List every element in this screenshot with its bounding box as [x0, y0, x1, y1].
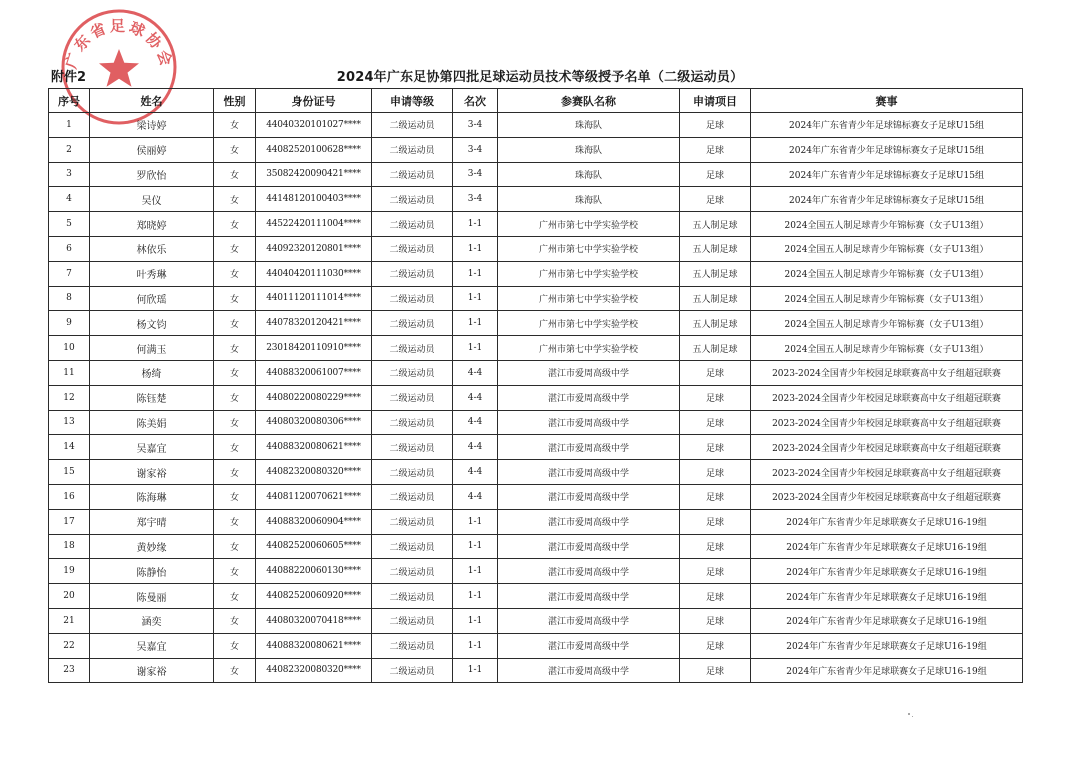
cell-team: 湛江市爱周高级中学 [498, 608, 680, 633]
cell-team: 湛江市爱周高级中学 [498, 633, 680, 658]
cell-no: 16 [49, 484, 90, 509]
cell-rank: 4-4 [453, 360, 498, 385]
cell-item: 足球 [680, 187, 751, 212]
cell-item: 五人制足球 [680, 261, 751, 286]
cell-name: 林依乐 [90, 236, 214, 261]
cell-grade: 二级运动员 [372, 584, 453, 609]
table-row [49, 509, 1023, 534]
cell-name: 叶秀琳 [90, 261, 214, 286]
cell-name: 何欣瑶 [90, 286, 214, 311]
cell-item: 足球 [680, 584, 751, 609]
seal-text-path: 广东省足球协会 [61, 16, 177, 71]
cell-team: 广州市第七中学实验学校 [498, 236, 680, 261]
cell-team: 湛江市爱周高级中学 [498, 658, 680, 683]
table-header-row [49, 89, 1023, 113]
cell-event: 2023-2024全国青少年校园足球联赛高中女子组超冠联赛 [751, 460, 1023, 485]
cell-name: 陈海琳 [90, 484, 214, 509]
cell-rank: 1-1 [453, 261, 498, 286]
header-id: 身份证号 [256, 89, 372, 113]
cell-item: 足球 [680, 608, 751, 633]
cell-item: 足球 [680, 137, 751, 162]
cell-grade: 二级运动员 [372, 261, 453, 286]
cell-team: 珠海队 [498, 187, 680, 212]
cell-item: 五人制足球 [680, 212, 751, 237]
cell-team: 湛江市爱周高级中学 [498, 534, 680, 559]
cell-no: 3 [49, 162, 90, 187]
cell-rank: 1-1 [453, 236, 498, 261]
table-row [49, 212, 1023, 237]
cell-item: 五人制足球 [680, 236, 751, 261]
cell-event: 2024年广东省青少年足球联赛女子足球U16-19组 [751, 559, 1023, 584]
cell-grade: 二级运动员 [372, 236, 453, 261]
cell-event: 2024年广东省青少年足球锦标赛女子足球U15组 [751, 162, 1023, 187]
cell-event: 2024全国五人制足球青少年锦标赛（女子U13组） [751, 311, 1023, 336]
cell-team: 湛江市爱周高级中学 [498, 509, 680, 534]
cell-item: 足球 [680, 484, 751, 509]
table-row [49, 311, 1023, 336]
cell-team: 珠海队 [498, 113, 680, 138]
cell-no: 5 [49, 212, 90, 237]
cell-gender: 女 [214, 460, 256, 485]
cell-event: 2024年广东省青少年足球锦标赛女子足球U15组 [751, 187, 1023, 212]
cell-event: 2023-2024全国青少年校园足球联赛高中女子组超冠联赛 [751, 385, 1023, 410]
cell-event: 2024年广东省青少年足球联赛女子足球U16-19组 [751, 633, 1023, 658]
cell-team: 广州市第七中学实验学校 [498, 311, 680, 336]
cell-gender: 女 [214, 162, 256, 187]
cell-grade: 二级运动员 [372, 534, 453, 559]
scan-speck [908, 713, 910, 715]
cell-event: 2023-2024全国青少年校园足球联赛高中女子组超冠联赛 [751, 410, 1023, 435]
cell-gender: 女 [214, 311, 256, 336]
table-row [49, 137, 1023, 162]
cell-gender: 女 [214, 113, 256, 138]
cell-event: 2023-2024全国青少年校园足球联赛高中女子组超冠联赛 [751, 435, 1023, 460]
cell-team: 湛江市爱周高级中学 [498, 435, 680, 460]
cell-team: 广州市第七中学实验学校 [498, 261, 680, 286]
table-row [49, 484, 1023, 509]
table-row [49, 336, 1023, 361]
cell-rank: 4-4 [453, 410, 498, 435]
cell-no: 17 [49, 509, 90, 534]
cell-no: 19 [49, 559, 90, 584]
cell-event: 2024全国五人制足球青少年锦标赛（女子U13组） [751, 286, 1023, 311]
cell-name: 陈曼丽 [90, 584, 214, 609]
table-row [49, 608, 1023, 633]
cell-gender: 女 [214, 509, 256, 534]
cell-id-number: 44522420111004**** [256, 212, 372, 237]
cell-no: 20 [49, 584, 90, 609]
cell-id-number: 44080220080229**** [256, 385, 372, 410]
cell-rank: 1-1 [453, 608, 498, 633]
cell-rank: 3-4 [453, 137, 498, 162]
cell-gender: 女 [214, 484, 256, 509]
cell-rank: 3-4 [453, 187, 498, 212]
cell-team: 湛江市爱周高级中学 [498, 360, 680, 385]
cell-grade: 二级运动员 [372, 460, 453, 485]
table-row [49, 162, 1023, 187]
cell-gender: 女 [214, 137, 256, 162]
cell-name: 何满玉 [90, 336, 214, 361]
cell-rank: 1-1 [453, 658, 498, 683]
cell-no: 2 [49, 137, 90, 162]
cell-event: 2024年广东省青少年足球联赛女子足球U16-19组 [751, 509, 1023, 534]
cell-id-number: 44082320080320**** [256, 658, 372, 683]
cell-no: 9 [49, 311, 90, 336]
cell-item: 足球 [680, 113, 751, 138]
cell-name: 谢家裕 [90, 460, 214, 485]
cell-name: 吴嘉宜 [90, 633, 214, 658]
cell-grade: 二级运动员 [372, 162, 453, 187]
cell-id-number: 44088320061007**** [256, 360, 372, 385]
cell-name: 陈静怡 [90, 559, 214, 584]
cell-grade: 二级运动员 [372, 113, 453, 138]
table-body [49, 113, 1023, 683]
cell-no: 8 [49, 286, 90, 311]
cell-rank: 1-1 [453, 311, 498, 336]
cell-rank: 1-1 [453, 559, 498, 584]
cell-item: 足球 [680, 509, 751, 534]
cell-event: 2024全国五人制足球青少年锦标赛（女子U13组） [751, 336, 1023, 361]
cell-event: 2024年广东省青少年足球锦标赛女子足球U15组 [751, 137, 1023, 162]
table-row [49, 385, 1023, 410]
table-row [49, 633, 1023, 658]
cell-team: 广州市第七中学实验学校 [498, 212, 680, 237]
cell-gender: 女 [214, 608, 256, 633]
cell-rank: 1-1 [453, 584, 498, 609]
cell-name: 杨绮 [90, 360, 214, 385]
cell-rank: 1-1 [453, 509, 498, 534]
cell-grade: 二级运动员 [372, 187, 453, 212]
cell-grade: 二级运动员 [372, 336, 453, 361]
cell-gender: 女 [214, 435, 256, 460]
header-rank: 名次 [453, 89, 498, 113]
cell-id-number: 23018420110910**** [256, 336, 372, 361]
cell-item: 足球 [680, 410, 751, 435]
cell-team: 广州市第七中学实验学校 [498, 336, 680, 361]
cell-team: 湛江市爱周高级中学 [498, 460, 680, 485]
cell-grade: 二级运动员 [372, 658, 453, 683]
cell-no: 13 [49, 410, 90, 435]
cell-id-number: 44078320120421**** [256, 311, 372, 336]
cell-rank: 4-4 [453, 484, 498, 509]
cell-team: 湛江市爱周高级中学 [498, 410, 680, 435]
cell-item: 五人制足球 [680, 311, 751, 336]
cell-team: 广州市第七中学实验学校 [498, 286, 680, 311]
cell-item: 足球 [680, 162, 751, 187]
cell-grade: 二级运动员 [372, 286, 453, 311]
cell-item: 足球 [680, 460, 751, 485]
table-row [49, 410, 1023, 435]
cell-gender: 女 [214, 360, 256, 385]
header-event: 赛事 [751, 89, 1023, 113]
cell-gender: 女 [214, 385, 256, 410]
document-title: 2024年广东足协第四批足球运动员技术等级授予名单（二级运动员） [336, 70, 744, 85]
cell-item: 足球 [680, 385, 751, 410]
cell-rank: 1-1 [453, 286, 498, 311]
cell-no: 12 [49, 385, 90, 410]
cell-name: 谢家裕 [90, 658, 214, 683]
cell-event: 2024全国五人制足球青少年锦标赛（女子U13组） [751, 212, 1023, 237]
cell-id-number: 44080320070418**** [256, 608, 372, 633]
cell-grade: 二级运动员 [372, 410, 453, 435]
cell-item: 足球 [680, 559, 751, 584]
cell-id-number: 44092320120801**** [256, 236, 372, 261]
table-row [49, 435, 1023, 460]
cell-rank: 1-1 [453, 534, 498, 559]
cell-event: 2024年广东省青少年足球联赛女子足球U16-19组 [751, 584, 1023, 609]
header-item: 申请项目 [680, 89, 751, 113]
cell-grade: 二级运动员 [372, 435, 453, 460]
cell-rank: 1-1 [453, 633, 498, 658]
cell-item: 足球 [680, 633, 751, 658]
cell-gender: 女 [214, 212, 256, 237]
cell-rank: 4-4 [453, 435, 498, 460]
cell-team: 湛江市爱周高级中学 [498, 385, 680, 410]
cell-id-number: 44148120100403**** [256, 187, 372, 212]
table-row [49, 584, 1023, 609]
cell-rank: 4-4 [453, 460, 498, 485]
cell-gender: 女 [214, 633, 256, 658]
table-row [49, 460, 1023, 485]
cell-item: 足球 [680, 658, 751, 683]
cell-id-number: 35082420090421**** [256, 162, 372, 187]
cell-id-number: 44011120111014**** [256, 286, 372, 311]
cell-grade: 二级运动员 [372, 484, 453, 509]
table-row [49, 113, 1023, 138]
cell-id-number: 44082320080320**** [256, 460, 372, 485]
cell-no: 23 [49, 658, 90, 683]
cell-name: 杨文钧 [90, 311, 214, 336]
cell-no: 22 [49, 633, 90, 658]
cell-team: 珠海队 [498, 137, 680, 162]
cell-id-number: 44082520060920**** [256, 584, 372, 609]
header-no: 序号 [49, 89, 90, 113]
cell-name: 陈钰楚 [90, 385, 214, 410]
cell-no: 10 [49, 336, 90, 361]
cell-id-number: 44088320060904**** [256, 509, 372, 534]
cell-name: 陈美娟 [90, 410, 214, 435]
cell-no: 14 [49, 435, 90, 460]
cell-id-number: 44088320080621**** [256, 633, 372, 658]
cell-rank: 3-4 [453, 162, 498, 187]
cell-name: 郑宇晴 [90, 509, 214, 534]
cell-no: 1 [49, 113, 90, 138]
cell-no: 6 [49, 236, 90, 261]
cell-id-number: 44082520060605**** [256, 534, 372, 559]
cell-gender: 女 [214, 534, 256, 559]
cell-grade: 二级运动员 [372, 212, 453, 237]
cell-event: 2024年广东省青少年足球联赛女子足球U16-19组 [751, 534, 1023, 559]
cell-event: 2024全国五人制足球青少年锦标赛（女子U13组） [751, 236, 1023, 261]
cell-no: 4 [49, 187, 90, 212]
cell-id-number: 44040420111030**** [256, 261, 372, 286]
athlete-table [48, 88, 1023, 683]
table-row [49, 286, 1023, 311]
cell-name: 黄妙缘 [90, 534, 214, 559]
cell-id-number: 44081120070621**** [256, 484, 372, 509]
cell-id-number: 44080320080306**** [256, 410, 372, 435]
cell-item: 足球 [680, 534, 751, 559]
cell-name: 罗欣怡 [90, 162, 214, 187]
header-gender: 性别 [214, 89, 256, 113]
cell-grade: 二级运动员 [372, 385, 453, 410]
cell-gender: 女 [214, 658, 256, 683]
cell-name: 梁诗婷 [90, 113, 214, 138]
cell-no: 11 [49, 360, 90, 385]
cell-gender: 女 [214, 410, 256, 435]
cell-no: 21 [49, 608, 90, 633]
cell-grade: 二级运动员 [372, 633, 453, 658]
header-team: 参赛队名称 [498, 89, 680, 113]
cell-grade: 二级运动员 [372, 608, 453, 633]
cell-grade: 二级运动员 [372, 137, 453, 162]
cell-team: 湛江市爱周高级中学 [498, 484, 680, 509]
cell-team: 湛江市爱周高级中学 [498, 559, 680, 584]
table-row [49, 261, 1023, 286]
cell-event: 2024年广东省青少年足球联赛女子足球U16-19组 [751, 608, 1023, 633]
cell-name: 侯丽婷 [90, 137, 214, 162]
cell-id-number: 44088220060130**** [256, 559, 372, 584]
cell-name: 吴嘉宜 [90, 435, 214, 460]
cell-rank: 1-1 [453, 336, 498, 361]
scan-speck [912, 716, 913, 717]
table-row [49, 534, 1023, 559]
cell-team: 珠海队 [498, 162, 680, 187]
cell-id-number: 44088320080621**** [256, 435, 372, 460]
cell-grade: 二级运动员 [372, 559, 453, 584]
cell-rank: 3-4 [453, 113, 498, 138]
cell-item: 五人制足球 [680, 336, 751, 361]
cell-grade: 二级运动员 [372, 311, 453, 336]
cell-gender: 女 [214, 584, 256, 609]
cell-item: 足球 [680, 435, 751, 460]
attachment-label: 附件2 [51, 70, 87, 85]
table-row [49, 187, 1023, 212]
cell-event: 2024年广东省青少年足球锦标赛女子足球U15组 [751, 113, 1023, 138]
cell-item: 五人制足球 [680, 286, 751, 311]
cell-name: 吴仪 [90, 187, 214, 212]
table-row [49, 658, 1023, 683]
cell-event: 2023-2024全国青少年校园足球联赛高中女子组超冠联赛 [751, 484, 1023, 509]
cell-event: 2023-2024全国青少年校园足球联赛高中女子组超冠联赛 [751, 360, 1023, 385]
cell-gender: 女 [214, 261, 256, 286]
header-grade: 申请等级 [372, 89, 453, 113]
cell-gender: 女 [214, 187, 256, 212]
cell-gender: 女 [214, 559, 256, 584]
cell-name: 郑晓婷 [90, 212, 214, 237]
table-row [49, 559, 1023, 584]
cell-gender: 女 [214, 236, 256, 261]
cell-grade: 二级运动员 [372, 509, 453, 534]
cell-no: 15 [49, 460, 90, 485]
cell-id-number: 44040320101027**** [256, 113, 372, 138]
cell-no: 18 [49, 534, 90, 559]
table-row [49, 236, 1023, 261]
table-row [49, 360, 1023, 385]
header-name: 姓名 [90, 89, 214, 113]
cell-id-number: 44082520100628**** [256, 137, 372, 162]
cell-gender: 女 [214, 336, 256, 361]
cell-item: 足球 [680, 360, 751, 385]
cell-rank: 4-4 [453, 385, 498, 410]
cell-grade: 二级运动员 [372, 360, 453, 385]
cell-no: 7 [49, 261, 90, 286]
cell-event: 2024全国五人制足球青少年锦标赛（女子U13组） [751, 261, 1023, 286]
cell-gender: 女 [214, 286, 256, 311]
cell-name: 涵奕 [90, 608, 214, 633]
cell-event: 2024年广东省青少年足球联赛女子足球U16-19组 [751, 658, 1023, 683]
cell-team: 湛江市爱周高级中学 [498, 584, 680, 609]
cell-rank: 1-1 [453, 212, 498, 237]
